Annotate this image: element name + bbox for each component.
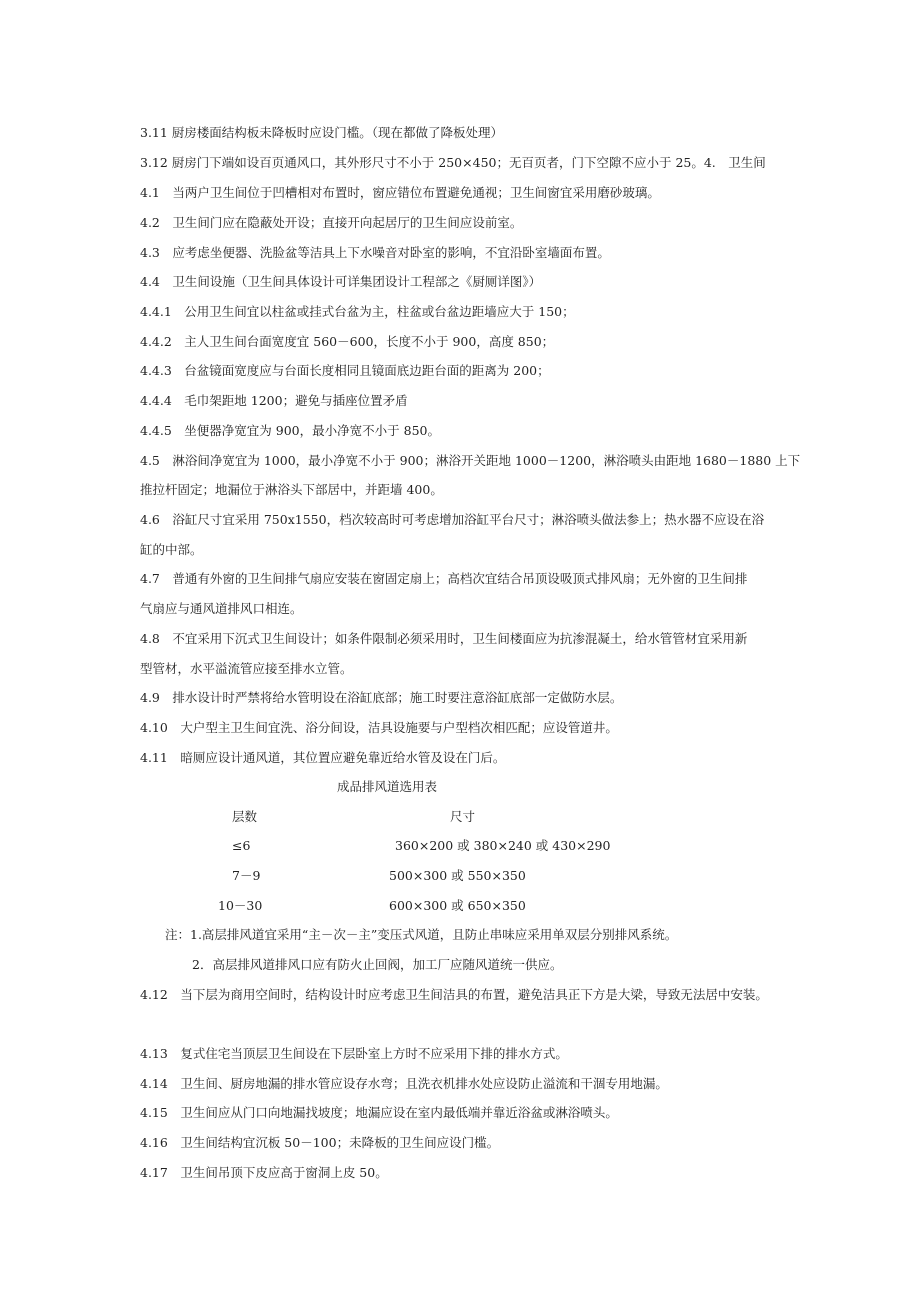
clause-4-2: 4.2 卫生间门应在隐蔽处开设；直接开向起居厅的卫生间应设前室。	[140, 215, 523, 230]
clause-4-7-cont: 气扇应与通风道排风口相连。	[140, 601, 303, 616]
table-cell-floors: 10－30	[218, 898, 263, 913]
table-title: 成品排风道选用表	[337, 779, 438, 794]
clause-4-3: 4.3 应考虑坐便器、洗脸盆等洁具上下水噪音对卧室的影响，不宜沿卧室墙面布置。	[140, 245, 610, 260]
clause-4-4-2: 4.4.2 主人卫生间台面宽度宜 560－600，长度不小于 900，高度 850；	[140, 334, 555, 349]
clause-4-1: 4.1 当两户卫生间位于凹槽相对布置时，窗应错位布置避免通视；卫生间窗宜采用磨砂玻璃。	[140, 185, 660, 200]
clause-4-7: 4.7 普通有外窗的卫生间排气扇应安装在窗固定扇上；高档次宜结合吊顶设吸顶式排风扇；无外窗的卫生间排	[140, 571, 748, 586]
clause-4-9: 4.9 排水设计时严禁将给水管明设在浴缸底部；施工时要注意浴缸底部一定做防水层。	[140, 690, 623, 705]
clause-4-10: 4.10 大户型主卫生间宜洗、浴分间设，洁具设施要与户型档次相匹配；应设管道井。	[140, 720, 618, 735]
table-cell-size: 360×200 或 380×240 或 430×290	[395, 838, 611, 853]
table-note-1: 注：1.高层排风道宜采用“主－次－主”变压式风道，且防止串味应采用单双层分别排风系统。	[165, 927, 678, 942]
table-cell-floors: 7－9	[232, 868, 261, 883]
clause-4-6: 4.6 浴缸尺寸宜采用 750x1550，档次较高时可考虑增加浴缸平台尺寸；淋浴喷头做法参上；热水器不应设在浴	[140, 512, 765, 527]
table-cell-size: 500×300 或 550×350	[389, 868, 526, 883]
clause-3-11: 3.11 厨房楼面结构板未降板时应设门槛。（现在都做了降板处理）	[140, 125, 504, 140]
clause-4-4-5: 4.4.5 坐便器净宽宜为 900，最小净宽不小于 850。	[140, 423, 440, 438]
clause-4-5: 4.5 淋浴间净宽宜为 1000，最小净宽不小于 900；淋浴开关距地 1000－1200，淋浴喷头由距地 1680－1880 上下	[140, 453, 801, 468]
clause-4-14: 4.14 卫生间、厨房地漏的排水管应设存水弯；且洗衣机排水处应设防止溢流和干涸专用地漏。	[140, 1076, 668, 1091]
table-note-2: 2．高层排风道排风口应有防火止回阀，加工厂应随风道统一供应。	[192, 957, 563, 972]
clause-4-16: 4.16 卫生间结构宜沉板 50－100；未降板的卫生间应设门槛。	[140, 1135, 500, 1150]
clause-4-4-4: 4.4.4 毛巾架距地 1200；避免与插座位置矛盾	[140, 393, 408, 408]
table-header-floors: 层数	[232, 809, 258, 824]
clause-4-12: 4.12 当下层为商用空间时，结构设计时应考虑卫生间洁具的布置，避免洁具正下方是大梁，导致无法居中安装。	[140, 987, 768, 1002]
clause-4-11: 4.11 暗厕应设计通风道，其位置应避免靠近给水管及设在门后。	[140, 750, 506, 765]
clause-4-4: 4.4 卫生间设施（卫生间具体设计可详集团设计工程部之《厨厕详图》）	[140, 274, 542, 289]
clause-4-15: 4.15 卫生间应从门口向地漏找坡度；地漏应设在室内最低端并靠近浴盆或淋浴喷头。	[140, 1105, 618, 1120]
clause-4-8: 4.8 不宜采用下沉式卫生间设计；如条件限制必须采用时，卫生间楼面应为抗渗混凝土，给水管管材宜采用新	[140, 631, 748, 646]
clause-4-4-1: 4.4.1 公用卫生间宜以柱盆或挂式台盆为主，柱盆或台盆边距墙应大于 150；	[140, 304, 575, 319]
clause-4-13: 4.13 复式住宅当顶层卫生间设在下层卧室上方时不应采用下排的排水方式。	[140, 1046, 568, 1061]
table-cell-size: 600×300 或 650×350	[389, 898, 526, 913]
clause-4-4-3: 4.4.3 台盆镜面宽度应与台面长度相同且镜面底边距台面的距离为 200；	[140, 363, 550, 378]
clause-4-8-cont: 型管材，水平溢流管应接至排水立管。	[140, 661, 353, 676]
clause-4-5-cont: 推拉杆固定；地漏位于淋浴头下部居中，并距墙 400。	[140, 482, 443, 497]
clause-4-6-cont: 缸的中部。	[140, 542, 203, 557]
clause-3-12: 3.12 厨房门下端如设百页通风口，其外形尺寸不小于 250×450；无百页者，门下空隙不应小于 25。4. 卫生间	[140, 155, 766, 170]
clause-4-17: 4.17 卫生间吊顶下皮应高于窗洞上皮 50。	[140, 1165, 388, 1180]
table-cell-floors: ≤6	[232, 838, 251, 853]
table-header-size: 尺寸	[450, 809, 476, 824]
